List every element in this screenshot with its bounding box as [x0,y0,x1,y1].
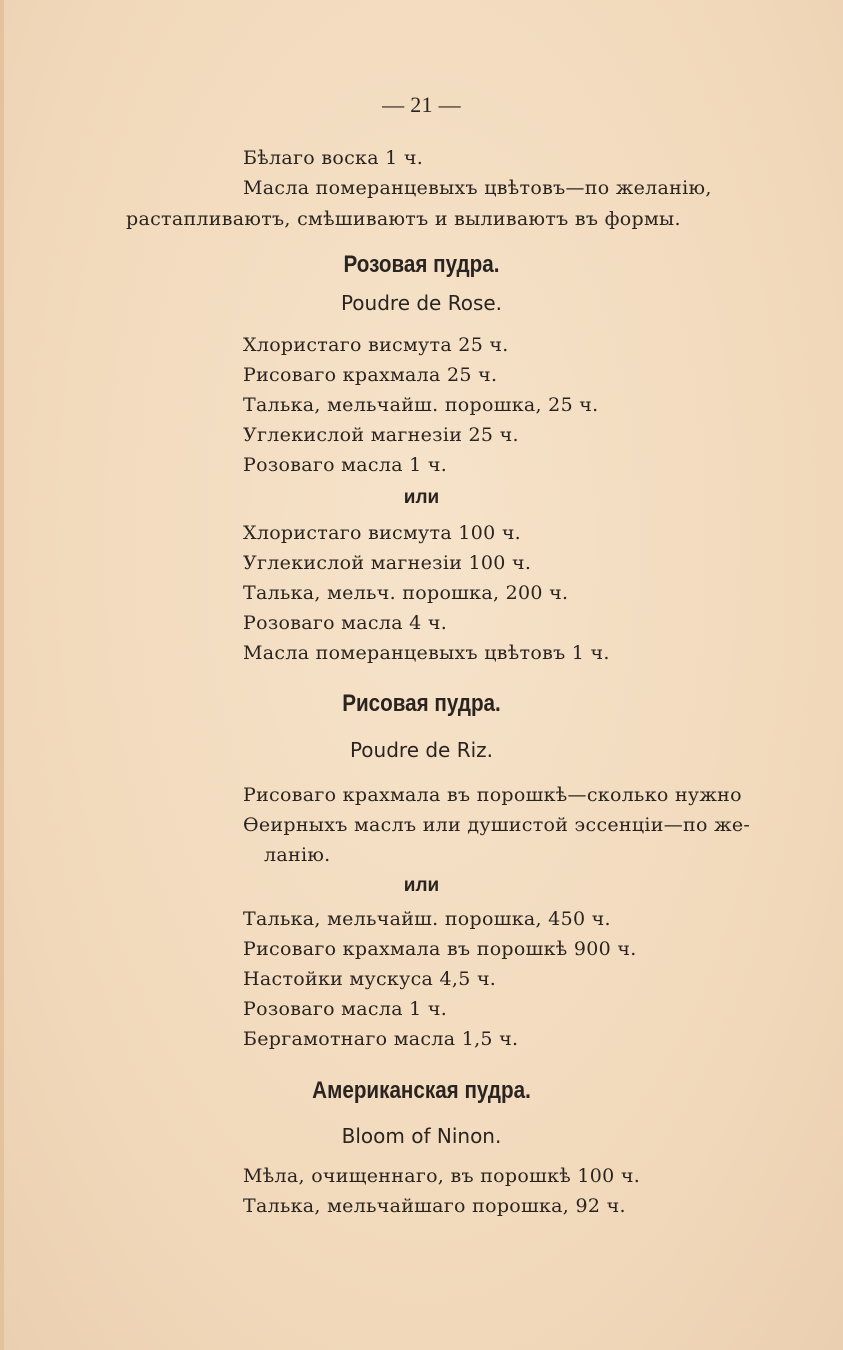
section-title: Рисовая пудра. [342,690,501,717]
recipe-line: Розоваго масла 1 ч. [243,998,448,1020]
recipe-line: Розоваго масла 1 ч. [243,454,448,476]
text-line: Масла померанцевыхъ цвѣтовъ—по желанію, [243,177,712,199]
recipe-line: Углекислой магнезіи 25 ч. [243,424,519,446]
recipe-line: Талька, мельчайшаго порошка, 92 ч. [243,1195,626,1217]
separator-or: или [403,487,440,508]
recipe-line: Талька, мельчайш. порошка, 25 ч. [243,394,599,416]
section-title: Американская пудра. [312,1077,531,1104]
recipe-line: Хлористаго висмута 100 ч. [243,522,522,544]
recipe-line: Рисоваго крахмала 25 ч. [243,364,498,386]
recipe-line: Масла померанцевыхъ цвѣтовъ 1 ч. [243,642,610,664]
text-line: Бѣлаго воска 1 ч. [243,147,424,169]
recipe-line: Рисоваго крахмала въ порошкѣ 900 ч. [243,938,637,960]
section-subtitle: Poudre de Rose. [340,291,503,315]
page-number: — 21 — [382,92,461,117]
section-subtitle: Bloom of Ninon. [341,1124,502,1148]
recipe-line: Настойки мускуса 4,5 ч. [243,968,497,990]
separator-or: или [403,875,440,896]
text-line: растапливаютъ, смѣшиваютъ и выливаютъ въ формы. [126,208,681,230]
recipe-line: Рисоваго крахмала въ порошкѣ—сколько нужно [243,784,742,806]
recipe-line: ланію. [264,844,331,866]
recipe-line: Талька, мельчайш. порошка, 450 ч. [243,908,611,930]
section-title: Розовая пудра. [343,251,500,278]
section-subtitle: Poudre de Riz. [349,738,494,762]
recipe-line: Мѣла, очищеннаго, въ порошкѣ 100 ч. [243,1165,641,1187]
recipe-line: Бергамотнаго масла 1,5 ч. [243,1028,519,1050]
recipe-line: Углекислой магнезіи 100 ч. [243,552,532,574]
recipe-line: Ѳеирныхъ маслъ или душистой эссенціи—по же- [243,814,751,836]
recipe-line: Талька, мельч. порошка, 200 ч. [243,582,569,604]
recipe-line: Хлористаго висмута 25 ч. [243,334,509,356]
recipe-line: Розоваго масла 4 ч. [243,612,448,634]
